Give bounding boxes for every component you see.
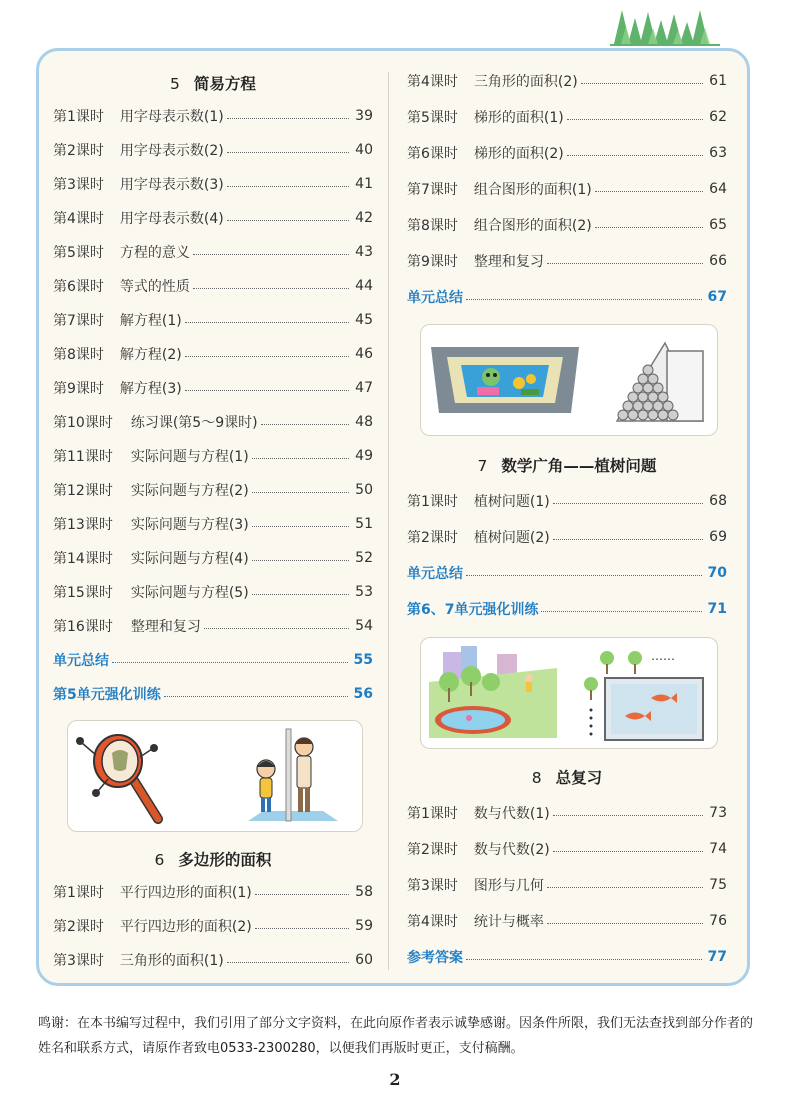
toc-entry[interactable] xyxy=(53,949,373,971)
toc-entry[interactable] xyxy=(407,526,727,548)
lesson-title: 实际问题与方程(1) xyxy=(130,449,249,465)
acknowledgement-text: 鸣谢：在本书编写过程中，我们引用了部分文字资料，在此向原作者表示诚挚感谢。因条件所限，我们无法查找到部分作者的姓名和联系方式，请原作者致电0533-2300280，以便我们再版时更正，支付稿酬。 xyxy=(38,1016,754,1056)
lesson-title: 平行四边形的面积(2) xyxy=(119,919,252,935)
lesson-title: 练习课(第5～9课时) xyxy=(130,415,258,431)
lesson-title: 整理和复习 xyxy=(130,619,201,635)
lesson-number: 第7课时 xyxy=(53,313,104,329)
page-number: 42 xyxy=(355,210,373,226)
leader-dots xyxy=(252,594,350,595)
lesson-title: 用字母表示数(2) xyxy=(119,143,224,159)
lesson-number: 第5课时 xyxy=(53,245,104,261)
page-number: 41 xyxy=(355,176,373,192)
leader-dots xyxy=(567,155,703,156)
leader-dots xyxy=(466,299,702,300)
page-number: 64 xyxy=(709,181,727,197)
unit-title: 数学广角——植树问题 xyxy=(501,457,657,475)
toc-entry-answers[interactable] xyxy=(407,946,727,968)
lesson-title: 统计与概率 xyxy=(473,914,544,930)
lesson-title: 数与代数(2) xyxy=(473,842,550,858)
leader-dots xyxy=(553,503,703,504)
lesson-title: 整理和复习 xyxy=(473,254,544,270)
toc-entry[interactable] xyxy=(53,377,373,399)
leader-dots xyxy=(547,923,703,924)
lesson-title: 方程的意义 xyxy=(119,245,190,261)
leader-dots xyxy=(595,191,703,192)
unit-number: 5 xyxy=(170,75,180,93)
unit-8-heading xyxy=(407,766,727,790)
page-number: 75 xyxy=(709,877,727,893)
page-number: 76 xyxy=(709,913,727,929)
toc-entry[interactable] xyxy=(53,411,373,433)
lesson-title: 植树问题(2) xyxy=(473,530,550,546)
page-number: 67 xyxy=(707,289,727,305)
toc-entry[interactable] xyxy=(407,250,727,272)
page-number: 46 xyxy=(355,346,373,362)
leader-dots xyxy=(541,611,701,612)
leader-dots xyxy=(185,390,349,391)
lesson-number: 第2课时 xyxy=(53,919,104,935)
toc-entry-unit-summary[interactable] xyxy=(53,649,373,671)
leader-dots xyxy=(466,575,702,576)
page-number: 73 xyxy=(709,805,727,821)
leader-dots xyxy=(252,526,350,527)
toc-entry[interactable] xyxy=(407,142,727,164)
toc-entry[interactable] xyxy=(407,106,727,128)
page-number: 43 xyxy=(355,244,373,260)
leader-dots xyxy=(595,227,703,228)
toc-entry[interactable] xyxy=(407,874,727,896)
toc-entry[interactable] xyxy=(407,178,727,200)
toc-entry[interactable] xyxy=(407,910,727,932)
lesson-title: 图形与几何 xyxy=(473,878,544,894)
lesson-title: 实际问题与方程(3) xyxy=(130,517,249,533)
toc-entry[interactable] xyxy=(53,513,373,535)
toc-entry[interactable] xyxy=(53,309,373,331)
lesson-title: 三角形的面积(2) xyxy=(473,74,578,90)
page-number: 65 xyxy=(709,217,727,233)
lesson-number: 第6课时 xyxy=(53,279,104,295)
leader-dots xyxy=(227,962,349,963)
lesson-title: 植树问题(1) xyxy=(473,494,550,510)
lesson-title: 解方程(2) xyxy=(119,347,182,363)
toc-entry[interactable] xyxy=(53,915,373,937)
toc-entry[interactable] xyxy=(53,275,373,297)
toc-entry[interactable] xyxy=(53,105,373,127)
lesson-number: 第1课时 xyxy=(407,806,458,822)
unit-7-heading xyxy=(407,454,727,478)
unit-6-heading xyxy=(53,848,373,872)
toc-entry[interactable] xyxy=(53,479,373,501)
lesson-number: 第1课时 xyxy=(407,494,458,510)
page-number: 71 xyxy=(707,601,727,617)
lesson-number: 第2课时 xyxy=(407,530,458,546)
unit-title: 总复习 xyxy=(555,769,603,787)
toc-entry[interactable] xyxy=(53,241,373,263)
lesson-title: 组合图形的面积(2) xyxy=(473,218,592,234)
page-number: 60 xyxy=(355,952,373,968)
leader-dots xyxy=(185,356,349,357)
page-number: 68 xyxy=(709,493,727,509)
lesson-number: 第2课时 xyxy=(407,842,458,858)
lesson-number: 第8课时 xyxy=(53,347,104,363)
toc-entry[interactable] xyxy=(53,881,373,903)
unit-title: 简易方程 xyxy=(193,75,256,93)
lesson-number: 第9课时 xyxy=(407,254,458,270)
leader-dots xyxy=(227,186,349,187)
leader-dots xyxy=(193,288,349,289)
toc-left-column xyxy=(53,0,373,1000)
lesson-title: 解方程(3) xyxy=(119,381,182,397)
lesson-title: 解方程(1) xyxy=(119,313,182,329)
leader-dots xyxy=(255,928,349,929)
lesson-number: 第14课时 xyxy=(53,551,113,567)
page-number: 54 xyxy=(355,618,373,634)
leader-dots xyxy=(553,815,703,816)
lesson-title: 梯形的面积(2) xyxy=(473,146,564,162)
toc-entry[interactable] xyxy=(53,615,373,637)
lesson-number: 第1课时 xyxy=(53,109,104,125)
toc-entry[interactable] xyxy=(53,445,373,467)
toc-entry[interactable] xyxy=(53,207,373,229)
page-number-footer: 2 xyxy=(389,1070,401,1089)
page-number: 66 xyxy=(709,253,727,269)
lesson-title: 梯形的面积(1) xyxy=(473,110,564,126)
leader-dots xyxy=(227,118,349,119)
leader-dots xyxy=(164,696,348,697)
page-number: 56 xyxy=(353,686,373,702)
page-number: 51 xyxy=(355,516,373,532)
toc-entry[interactable] xyxy=(53,343,373,365)
leader-dots xyxy=(185,322,349,323)
park-and-fishtank-illustration xyxy=(420,637,718,749)
leader-dots xyxy=(547,263,703,264)
toc-right-column xyxy=(407,0,727,1000)
lesson-number: 第3课时 xyxy=(53,953,104,969)
leader-dots xyxy=(567,119,703,120)
lesson-number: 第11课时 xyxy=(53,449,113,465)
leader-dots xyxy=(252,492,350,493)
lesson-title: 用字母表示数(3) xyxy=(119,177,224,193)
lesson-number: 第13课时 xyxy=(53,517,113,533)
leader-dots xyxy=(193,254,349,255)
lesson-title: 组合图形的面积(1) xyxy=(473,182,592,198)
leader-dots xyxy=(252,560,350,561)
entry-title: 单元总结 xyxy=(407,566,463,582)
lesson-number: 第3课时 xyxy=(53,177,104,193)
page-number: 63 xyxy=(709,145,727,161)
toc-entry-unit-summary[interactable] xyxy=(407,562,727,584)
lesson-number: 第4课时 xyxy=(53,211,104,227)
toc-entry[interactable] xyxy=(407,70,727,92)
lesson-number: 第3课时 xyxy=(407,878,458,894)
entry-title: 第6、7单元强化训练 xyxy=(407,602,539,618)
leader-dots xyxy=(581,83,703,84)
lesson-number: 第10课时 xyxy=(53,415,113,431)
page-number: 69 xyxy=(709,529,727,545)
toc-entry[interactable] xyxy=(53,581,373,603)
page-number: 50 xyxy=(355,482,373,498)
park-and-fishtank-drawing xyxy=(421,638,719,750)
drum-and-height-illustration xyxy=(67,720,363,832)
drum-and-height-drawing xyxy=(68,721,364,833)
unit-number: 6 xyxy=(154,851,165,869)
unit-5-heading xyxy=(53,72,373,96)
entry-title: 单元总结 xyxy=(407,290,463,306)
lesson-number: 第1课时 xyxy=(53,885,104,901)
lesson-title: 用字母表示数(1) xyxy=(119,109,224,125)
unit-number: 7 xyxy=(477,457,488,475)
lesson-title: 平行四边形的面积(1) xyxy=(119,885,252,901)
leader-dots xyxy=(252,458,350,459)
ellipsis-label: …… xyxy=(651,649,675,663)
page-number: 45 xyxy=(355,312,373,328)
page-number: 55 xyxy=(353,652,373,668)
page-number: 52 xyxy=(355,550,373,566)
toc-entry-unit-training[interactable] xyxy=(53,683,373,705)
page-number: 53 xyxy=(355,584,373,600)
lesson-number: 第8课时 xyxy=(407,218,458,234)
lesson-number: 第12课时 xyxy=(53,483,113,499)
page-number: 59 xyxy=(355,918,373,934)
toc-entry[interactable] xyxy=(53,173,373,195)
leader-dots xyxy=(261,424,350,425)
leader-dots xyxy=(112,662,348,663)
lesson-title: 等式的性质 xyxy=(119,279,190,295)
entry-title: 参考答案 xyxy=(407,950,463,966)
page-number: 44 xyxy=(355,278,373,294)
page-number: 39 xyxy=(355,108,373,124)
toc-entry[interactable] xyxy=(407,838,727,860)
leader-dots xyxy=(227,220,349,221)
unit-number: 8 xyxy=(531,769,542,787)
lesson-title: 数与代数(1) xyxy=(473,806,550,822)
page-number: 47 xyxy=(355,380,373,396)
lesson-number: 第2课时 xyxy=(53,143,104,159)
leader-dots xyxy=(547,887,703,888)
lesson-title: 实际问题与方程(4) xyxy=(130,551,249,567)
lesson-number: 第16课时 xyxy=(53,619,113,635)
leader-dots xyxy=(553,539,703,540)
toc-entry[interactable] xyxy=(407,214,727,236)
leader-dots xyxy=(553,851,703,852)
unit-title: 多边形的面积 xyxy=(178,851,272,869)
lesson-title: 实际问题与方程(5) xyxy=(130,585,249,601)
page-number: 61 xyxy=(709,73,727,89)
leader-dots xyxy=(204,628,349,629)
page-number: 58 xyxy=(355,884,373,900)
ceiling-and-pipes-illustration xyxy=(420,324,718,436)
entry-title: 第5单元强化训练 xyxy=(53,687,161,703)
lesson-number: 第4课时 xyxy=(407,914,458,930)
leader-dots xyxy=(227,152,349,153)
page-number: 48 xyxy=(355,414,373,430)
toc-entry-unit-training[interactable] xyxy=(407,598,727,620)
page-number: 62 xyxy=(709,109,727,125)
toc-entry-unit-summary[interactable] xyxy=(407,286,727,308)
lesson-title: 用字母表示数(4) xyxy=(119,211,224,227)
lesson-number: 第9课时 xyxy=(53,381,104,397)
lesson-number: 第6课时 xyxy=(407,146,458,162)
leader-dots xyxy=(255,894,349,895)
page-number: 49 xyxy=(355,448,373,464)
lesson-number: 第15课时 xyxy=(53,585,113,601)
page-number: 77 xyxy=(707,949,727,965)
page-number: 70 xyxy=(707,565,727,581)
toc-entry[interactable] xyxy=(407,490,727,512)
lesson-title: 实际问题与方程(2) xyxy=(130,483,249,499)
page-number: 40 xyxy=(355,142,373,158)
lesson-number: 第4课时 xyxy=(407,74,458,90)
column-divider xyxy=(388,72,389,970)
toc-entry[interactable] xyxy=(407,802,727,824)
toc-entry[interactable] xyxy=(53,139,373,161)
leader-dots xyxy=(466,959,702,960)
entry-title: 单元总结 xyxy=(53,653,109,669)
ceiling-and-pipes-drawing xyxy=(421,325,719,437)
page-number: 74 xyxy=(709,841,727,857)
lesson-number: 第5课时 xyxy=(407,110,458,126)
lesson-number: 第7课时 xyxy=(407,182,458,198)
toc-entry[interactable] xyxy=(53,547,373,569)
lesson-title: 三角形的面积(1) xyxy=(119,953,224,969)
